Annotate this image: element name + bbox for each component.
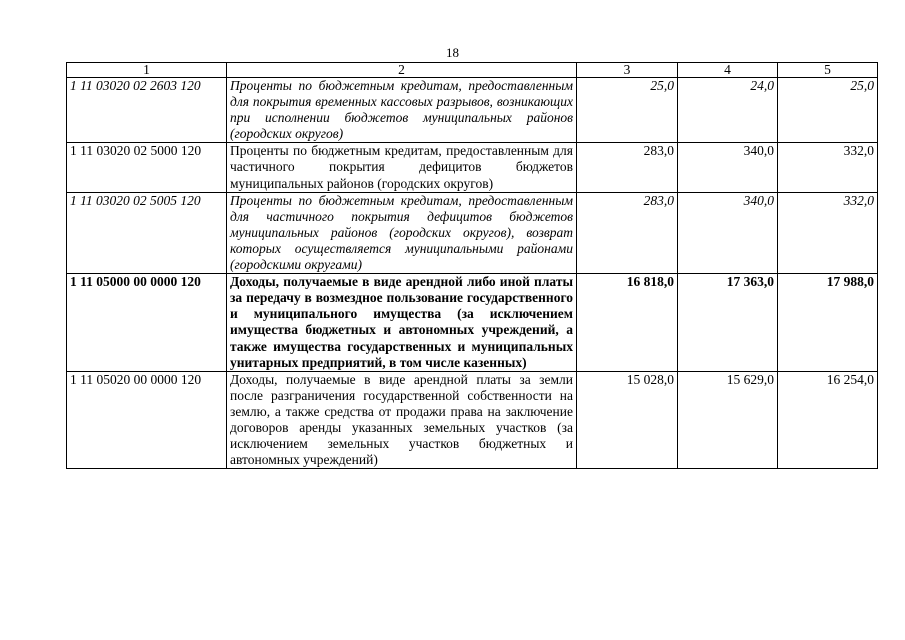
budget-revenue-table: [66, 62, 878, 469]
budget-code-cell: 1 11 03020 02 2603 120: [67, 78, 227, 143]
amount-col5-cell: 17 988,0: [778, 274, 878, 372]
column-number-3: 3: [577, 63, 678, 78]
column-number-2: 2: [227, 63, 577, 78]
table-row: [67, 143, 878, 192]
amount-col3-cell: 283,0: [577, 192, 678, 273]
description-cell: [227, 192, 577, 273]
amount-col3-cell: 16 818,0: [577, 274, 678, 372]
amount-col5-cell: 16 254,0: [778, 371, 878, 469]
amount-col4-cell: 17 363,0: [678, 274, 778, 372]
budget-code-cell: 1 11 05000 00 0000 120: [67, 274, 227, 372]
table-row: [67, 371, 878, 469]
page-number: 18: [446, 45, 459, 60]
description-cell: [227, 78, 577, 143]
description-cell: [227, 274, 577, 372]
description-text: Проценты по бюджетным кредитам, предоставленным для покрытия временных кассовых разрывов, возникающих при исполнении бюджетов муниципальных районов (городских округов): [230, 78, 573, 142]
description-text: Проценты по бюджетным кредитам, предоставленным для частичного покрытия дефицитов бюджетов муниципальных районов (городских округов), возврат которых осуществляется муниципальными районами (городскими округами): [230, 192, 573, 273]
column-number-1: 1: [67, 63, 227, 78]
amount-col5-cell: 332,0: [778, 192, 878, 273]
table-row: [67, 274, 878, 372]
amount-col3-cell: 283,0: [577, 143, 678, 192]
column-number-5: 5: [778, 63, 878, 78]
description-cell: [227, 143, 577, 192]
table-row: [67, 192, 878, 273]
amount-col4-cell: 15 629,0: [678, 371, 778, 469]
description-text: Доходы, получаемые в виде арендной либо иной платы за передачу в возмездное пользование государственного и муниципального имущества (за исключением имущества бюджетных и автономных учреждений, а также имущества государственных и муниципальных унитарных предприятий, в том числе казенных): [230, 274, 573, 370]
amount-col5-cell: 332,0: [778, 143, 878, 192]
budget-code-cell: 1 11 03020 02 5005 120: [67, 192, 227, 273]
description-text: Проценты по бюджетным кредитам, предоставленным для частичного покрытия дефицитов бюджетов муниципальных районов (городских округов): [230, 143, 573, 191]
amount-col3-cell: 25,0: [577, 78, 678, 143]
amount-col4-cell: 340,0: [678, 143, 778, 192]
amount-col4-cell: 340,0: [678, 192, 778, 273]
description-cell: [227, 371, 577, 469]
column-number-4: 4: [678, 63, 778, 78]
budget-code-cell: 1 11 03020 02 5000 120: [67, 143, 227, 192]
amount-col4-cell: 24,0: [678, 78, 778, 143]
column-number-row: [67, 63, 878, 78]
description-text: Доходы, получаемые в виде арендной платы за земли после разграничения государственной собственности на землю, а также средства от продажи права на заключение договоров аренды указанных земельных участков (за исключением земельных участков бюджетных и автономных учреждений): [230, 371, 573, 468]
amount-col5-cell: 25,0: [778, 78, 878, 143]
amount-col3-cell: 15 028,0: [577, 371, 678, 469]
table-row: [67, 78, 878, 143]
budget-code-cell: 1 11 05020 00 0000 120: [67, 371, 227, 469]
